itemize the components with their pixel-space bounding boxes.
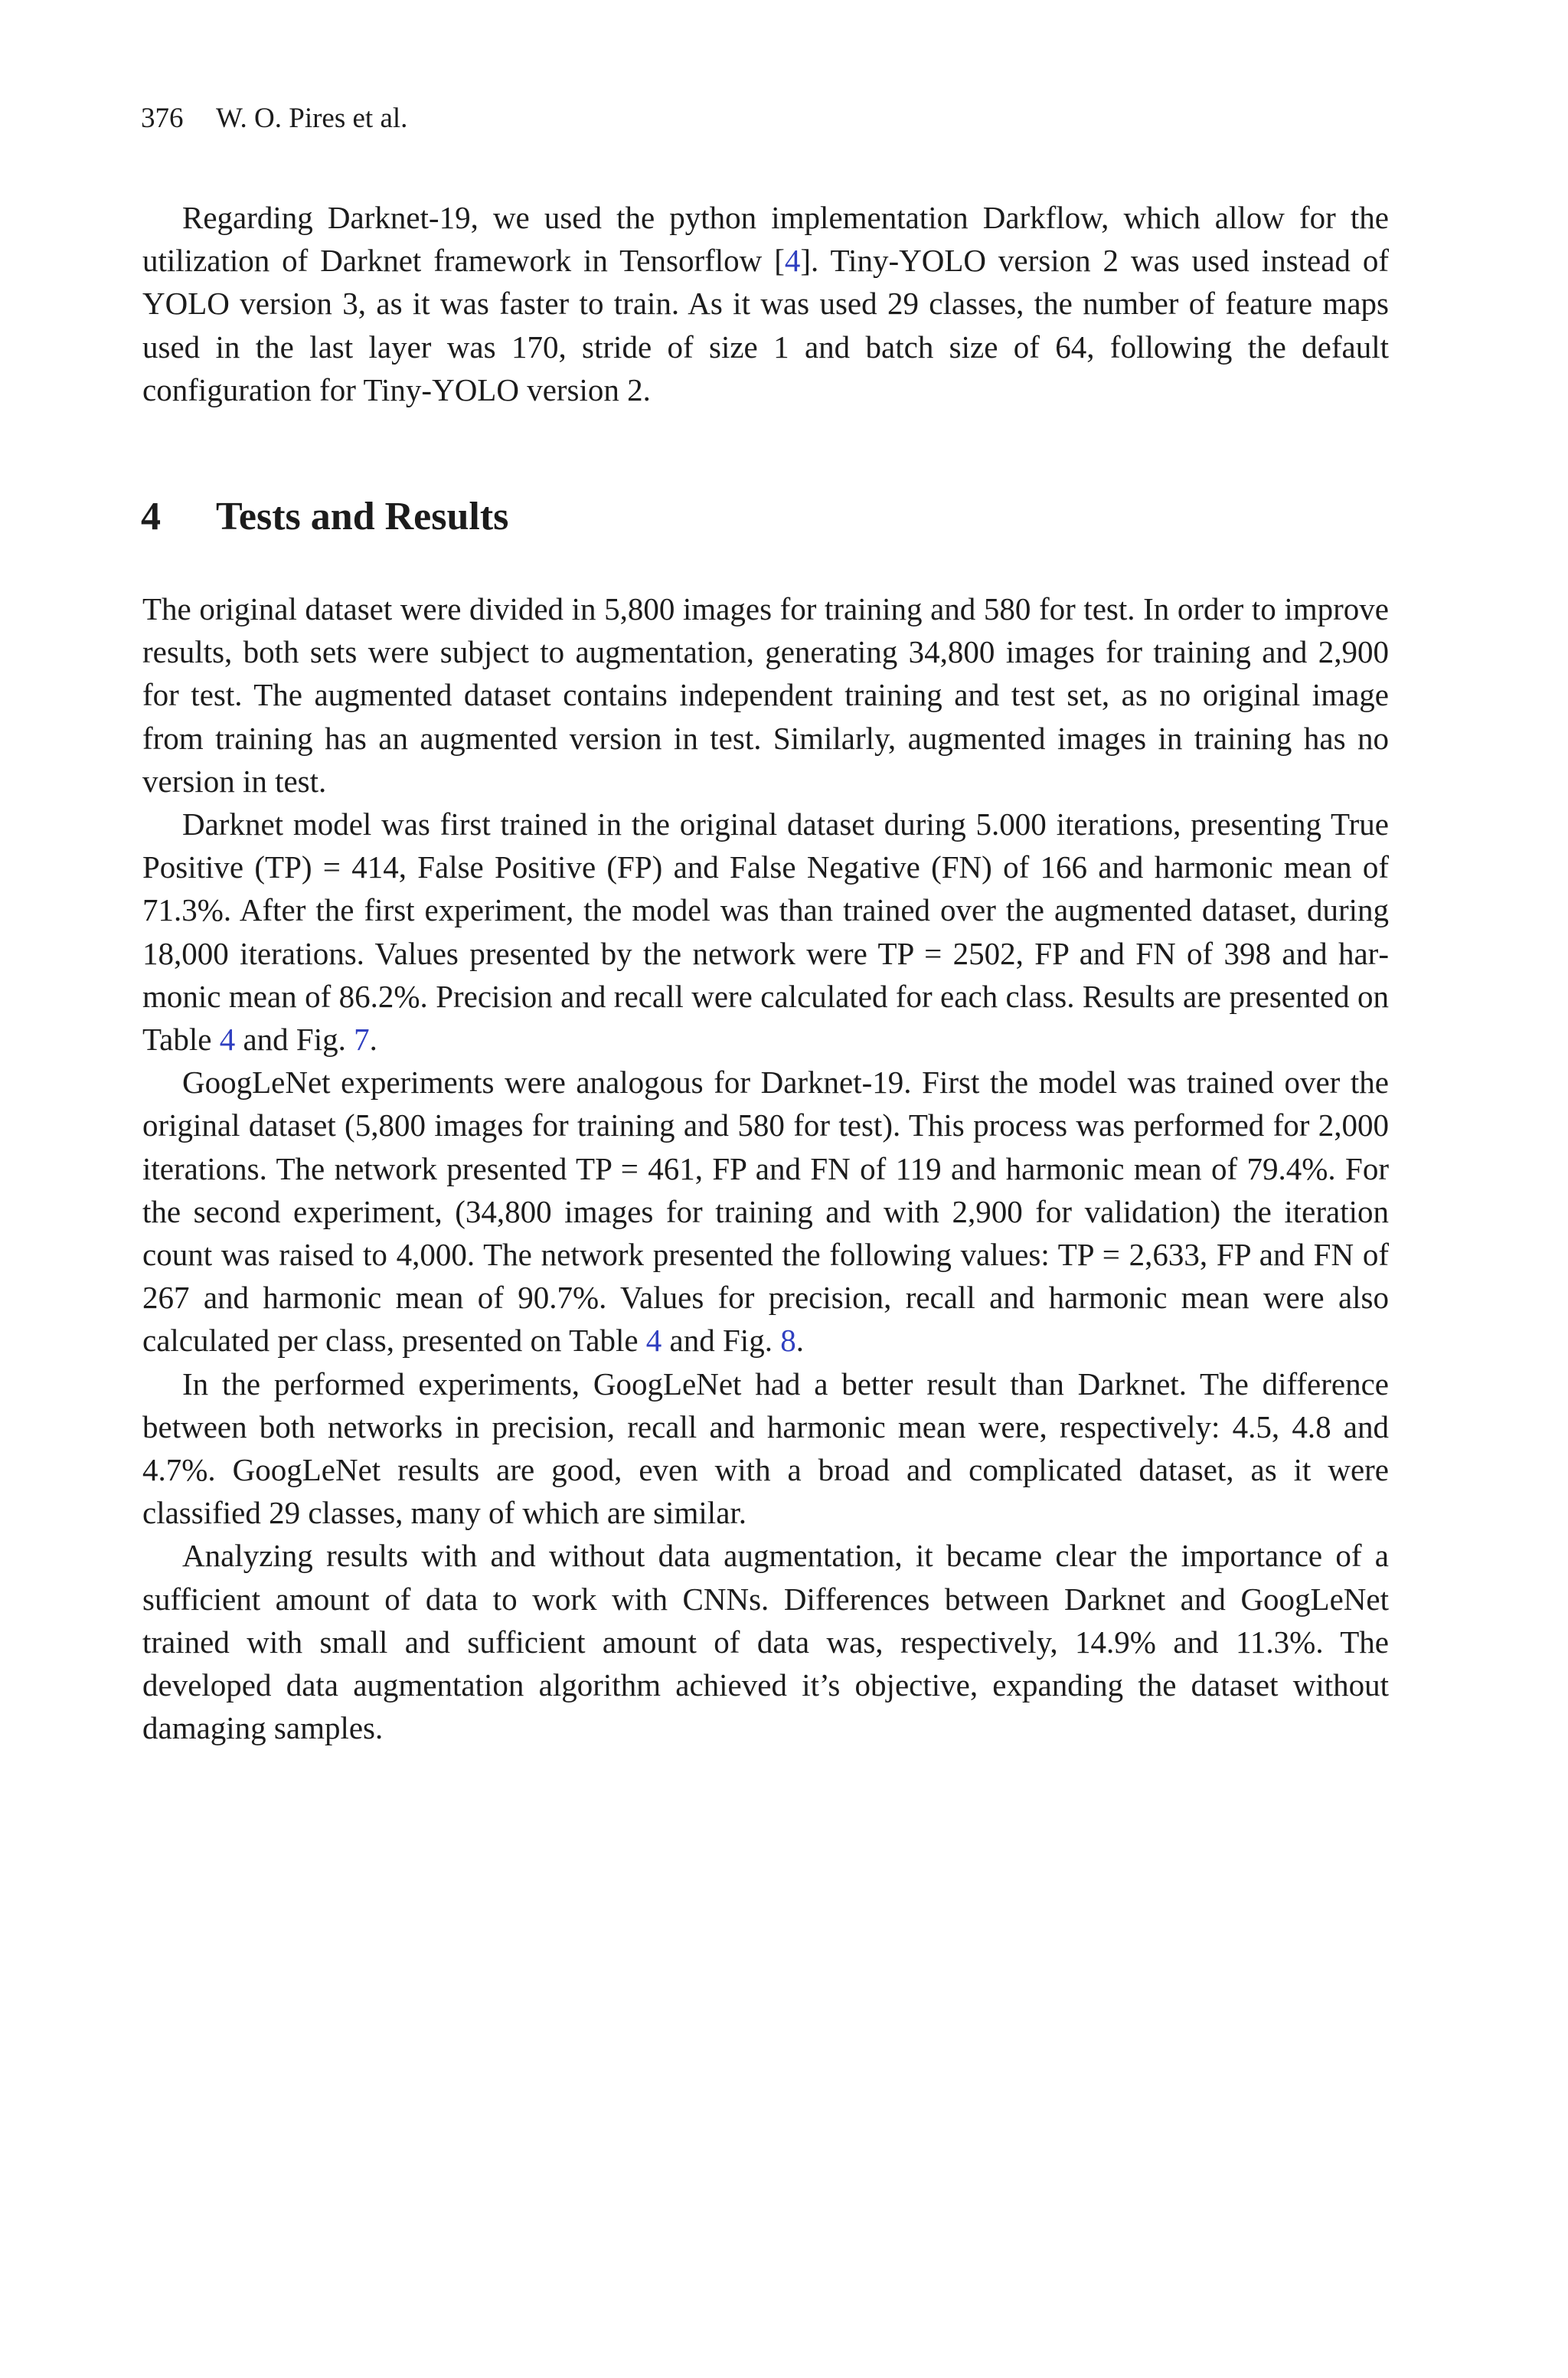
googlenet-text-2: and Fig. xyxy=(662,1323,781,1359)
intro-paragraph xyxy=(142,196,1389,411)
intro-text-1: Regarding Darknet-19, we used the python implementation Darkflow, which allow for the utilization of Darknet framework in Tensorflow [ xyxy=(142,200,1389,279)
paragraph-augmentation: Analyzing results with and without data augmentation, it became clear the importance of a sufficient amount of data to work with CNNs. Differences between Darknet and GoogLeNet trained with small and sufficient amount of data was, respectively, 14.9% and 11.3%. The developed data augmentation algorithm achieved it’s objective, expanding the dataset without damaging samples. xyxy=(142,1538,1389,1746)
table-link-4b[interactable]: 4 xyxy=(645,1323,662,1359)
section-number: 4 xyxy=(141,495,161,539)
paragraph-comparison: In the performed experiments, GoogLeNet had a better result than Darknet. The difference between both networks in precision, recall and harmonic mean were, respectively: 4.5, 4.8 and 4.7%. GoogLeNet results are good, even with a broad and complicated dataset, as it were classified 29 classes, many of which are similar. xyxy=(142,1366,1389,1531)
darknet-text-3: . xyxy=(369,1022,377,1058)
darknet-text-2: and Fig. xyxy=(235,1022,354,1058)
page-number: 376 xyxy=(141,103,184,134)
darknet-text-1: Darknet model was first trained in the original dataset during 5.000 iterations, presenting True Positive (TP) = 414, False Positive (FP) and False Negative (FN) of 166 and harmonic mean of 71.3%. After the first experiment, the model was than trained over the augmented dataset, during 18,000 iterations. Values presented by the network were TP = 2502, FP and FN of 398 and harmonic mean of 86.2%. Precision and recall were calculated for each class. Results are presented on Table xyxy=(142,806,1389,1058)
intro-text-2: ]. Tiny-YOLO version 2 was used instead of YOLO version 3, as it was faster to train. As it was used 29 classes, the number of feature maps used in the last layer was 170, stride of size 1 and batch size of 64, following the default configuration for Tiny-YOLO version 2. xyxy=(142,243,1389,407)
table-link-4[interactable]: 4 xyxy=(219,1022,236,1058)
citation-link-4[interactable]: 4 xyxy=(784,243,801,279)
figure-link-7[interactable]: 7 xyxy=(354,1022,370,1058)
page-content xyxy=(142,100,1389,1750)
paragraph-dataset: The original dataset were divided in 5,800 images for training and 580 for test. In order to improve results, both sets were subject to augmentation, generating 34,800 images for training and 2,900 for test. The augmented dataset contains independent training and test set, as no original image from training has an augmented version in test. Similarly, augmented images in training has no version in test. xyxy=(142,591,1389,799)
googlenet-text-3: . xyxy=(795,1323,804,1359)
googlenet-text-1: GoogLeNet experiments were analogous for Darknet-19. First the model was trained over the original dataset (5,800 images for training and 580 for test). This process was performed for 2,000 iterations. The network presented TP = 461, FP and FN of 119 and harmonic mean of 79.4%. For the second experiment, (34,800 images for training and with 2,900 for validation) the iteration count was raised to 4,000. The network presented the following values: TP = 2,633, FP and FN of 267 and harmonic mean of 90.7%. Values for precision, recall and harmonic mean were also calculated per class, presented on Table xyxy=(142,1065,1389,1359)
running-authors: W. O. Pires et al. xyxy=(216,103,408,134)
section-title: Tests and Results xyxy=(216,495,509,539)
section-heading xyxy=(141,492,1389,541)
paragraph-darknet xyxy=(142,803,1389,1061)
figure-link-8[interactable]: 8 xyxy=(780,1323,796,1359)
paragraph-googlenet xyxy=(142,1061,1389,1362)
running-header xyxy=(141,100,1389,138)
